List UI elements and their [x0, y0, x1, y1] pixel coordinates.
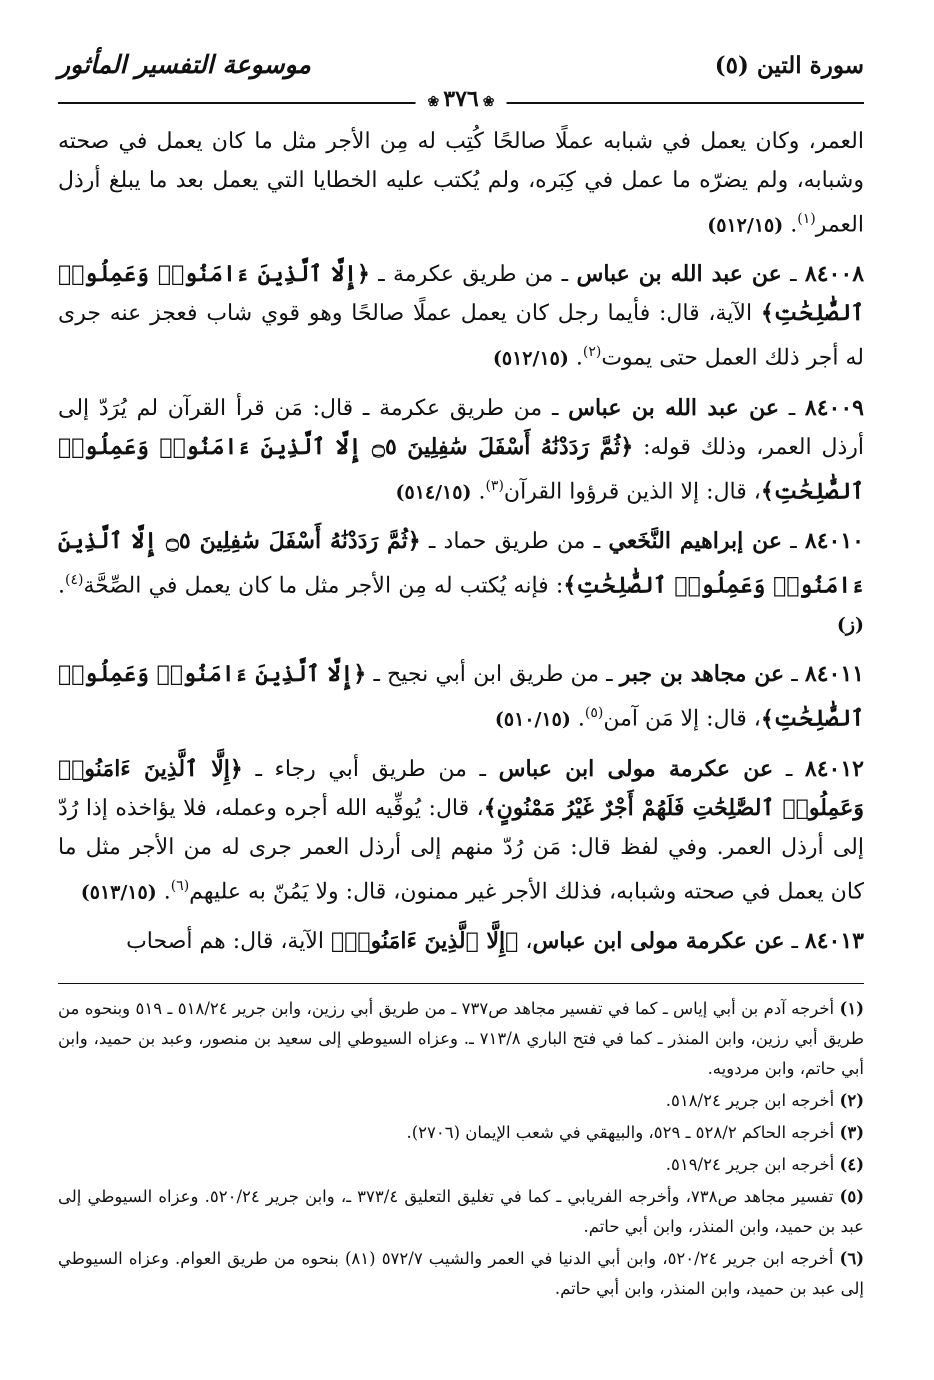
reference: (٥١٢/١٥) [492, 347, 569, 370]
footnote-number: (٣) [839, 1122, 864, 1142]
entry-84008: ٨٤٠٠٨ ـ عن عبد الله بن عباس ـ من طريق عكرمة ـ ﴿ إِلَّا ٱلَّذِينَ ءَامَنُوا۟ وَعَمِلُوا۟ ٱلصَّٰلِحَٰتِ ﴾ الآية، قال: فأيما رجل كان يعمل عملًا صالحًا وهو قوي شاب فعجز عنه جرى له أجر ذلك العمل حتى يموت$^{(٢)}$. (٥١٢/١٥) [58, 255, 864, 378]
reference: (ز) [836, 614, 864, 637]
footnote-text: تفسير مجاهد ص٧٣٨، وأخرجه الفريابي ـ كما في تغليق التعليق ٣٧٣/٤ ـ، وابن جرير ٥٢٠/٢٤. وعزاه السيوطي إلى عبد بن حميد، وابن المنذر، وابن أبي حاتم. [58, 1186, 864, 1236]
footnote-4 [58, 1150, 864, 1180]
footnote-1 [58, 994, 864, 1084]
quran-verse: ﴿ ثُمَّ رَدَدْنَٰهُ أَسْفَلَ سَٰفِلِينَ ۝٥ إِلَّا ٱلَّذِينَ ءَامَنُوا۟ وَعَمِلُوا۟ ٱلصَّٰلِحَٰتِ ﴾ [58, 528, 864, 598]
narrator: عن عبد الله بن عباس [576, 261, 782, 288]
footnote-number: (٢) [839, 1090, 864, 1110]
entry-number: ٨٤٠١٠ [804, 527, 864, 554]
chain: ـ من طريق عكرمة ـ [369, 262, 577, 288]
footnote-6 [58, 1244, 864, 1304]
quran-verse: ﴿ إِلَّا ٱلَّذِينَ ءَامَنُوا۟ وَعَمِلُوا۟ ٱلصَّٰلِحَٰتِ ﴾ [58, 261, 864, 326]
footnote-text: أخرجه الحاكم ٥٢٨/٢ ـ ٥٢٩، والبيهقي في شعب الإيمان (٢٧٠٦). [406, 1122, 835, 1142]
chain: ، [518, 928, 533, 954]
narrator: عن عكرمة مولى ابن عباس [498, 755, 774, 782]
narrator: عن إبراهيم النَّخَعي [608, 527, 782, 554]
chain: ـ من طريق أبي رجاء ـ [242, 756, 499, 782]
quran-verse: ﴿ إِلَّا ٱلَّذِينَ ءَامَنُوا۟ وَعَمِلُوا۟ ٱلصَّٰلِحَٰتِ فَلَهُمْ أَجْرٌ غَيْرُ مَمْنُونٍ ﴾ [58, 756, 864, 821]
entry-84013: ٨٤٠١٣ ـ عن عكرمة مولى ابن عباس، ﴿ إِلَّا ٱلَّذِينَ ءَامَنُوا۟ ﴾ الآية، قال: هم أصحاب [58, 922, 864, 961]
entry-number: ٨٤٠١٢ [804, 755, 864, 782]
footnote-number: (٦) [839, 1248, 865, 1268]
footnote-marker: (٢) [582, 344, 602, 361]
entry-84012: ٨٤٠١٢ ـ عن عكرمة مولى ابن عباس ـ من طريق أبي رجاء ـ ﴿ إِلَّا ٱلَّذِينَ ءَامَنُوا۟ وَعَمِلُوا۟ ٱلصَّٰلِحَٰتِ فَلَهُمْ أَجْرٌ غَيْرُ مَمْنُونٍ ﴾، قال: يُوفِّيه الله أجره وعمله، فلا يؤاخذه إذا رُدّ إلى أرذل العمر. وفي لفظ قال: مَن رُدّ منهم إلى أرذل العمر جرى له من الأجر مثل ما كان يعمل في صحته وشبابه، فذلك الأجر غير ممنون، قال: ولا يَمُنّ به عليهم$^{(٦)}$. (٥١٣/١٥) [58, 750, 864, 912]
chain: ـ من طريق عكرمة ـ قال: مَن قرأ القرآن لم يُرَدّ إلى أرذل العمر، وذلك قوله: [58, 395, 865, 460]
main-text [58, 122, 864, 961]
intro-paragraph: العمر، وكان يعمل في شبابه عملًا صالحًا كُتِب له مِن الأجر مثل ما كان يعمل في صحته وشبابه، ولم يضرّه ما عمل في كِبَره، ولم يُكتب عليه الخطايا التي يعمل بعد ما يبلغ أرذل العمر$^{(١)}$. (٥١٢/١٥) [58, 129, 864, 238]
reference: (٥١٣/١٥) [80, 880, 157, 903]
footnote-3 [58, 1118, 864, 1148]
footnote-marker: (١) [797, 211, 816, 227]
quran-verse: ﴿ إِلَّا ٱلَّذِينَ ءَامَنُوا۟ ﴾ [331, 928, 518, 954]
entry-text: ، قال: يُوفِّيه الله أجره وعمله، فلا يؤاخذه إذا رُدّ إلى أرذل العمر. وفي لفظ قال: مَن رُدّ منهم إلى أرذل العمر جرى له من الأجر مثل ما كان يعمل في صحته وشبابه، فذلك الأجر غير ممنون، قال: ولا يَمُنّ به عليهم [58, 795, 864, 904]
footnote-text: أخرجه آدم بن أبي إياس ـ كما في تفسير مجاهد ص٧٣٧ ـ من طريق أبي رزين، وابن جرير ٥١٨/٢٤ ـ ٥١٩ وبنحوه من طريق أبي رزين، وابن المنذر ـ كما في فتح الباري ٧١٣/٨ ـ. وعزاه السيوطي إلى سعيد بن منصور، وعبد بن حميد، وابن أبي حاتم، وابن مردويه. [58, 998, 864, 1078]
intro-text: العمر، وكان يعمل في شبابه عملًا صالحًا كُتِب له مِن الأجر مثل ما كان يعمل في صحته وشبابه، ولم يضرّه ما عمل في كِبَره، ولم يُكتب عليه الخطايا التي يعمل بعد ما يبلغ أرذل العمر [58, 129, 864, 238]
page [58, 40, 864, 1340]
entry-84009: ٨٤٠٠٩ ـ عن عبد الله بن عباس ـ من طريق عكرمة ـ قال: مَن قرأ القرآن لم يُرَدّ إلى أرذل العمر، وذلك قوله: ﴿ ثُمَّ رَدَدْنَٰهُ أَسْفَلَ سَٰفِلِينَ ۝٥ إِلَّا ٱلَّذِينَ ءَامَنُوا۟ وَعَمِلُوا۟ ٱلصَّٰلِحَٰتِ ﴾، قال: إلا الذين قرؤوا القرآن$^{(٣)}$. (٥١٤/١٥) [58, 389, 864, 512]
quran-verse: ﴿ إِلَّا ٱلَّذِينَ ءَامَنُوا۟ وَعَمِلُوا۟ ٱلصَّٰلِحَٰتِ ﴾ [58, 661, 864, 731]
footnote-marker: (٦) [170, 877, 190, 894]
entry-number: ٨٤٠٠٩ [804, 394, 864, 421]
footnote-5 [58, 1182, 864, 1242]
entry-84011: ٨٤٠١١ ـ عن مجاهد بن جبر ـ من طريق ابن أبي نجيح ـ ﴿ إِلَّا ٱلَّذِينَ ءَامَنُوا۟ وَعَمِلُوا۟ ٱلصَّٰلِحَٰتِ ﴾، قال: إلا مَن آمن$^{(٥)}$. (٥١٠/١٥) [58, 655, 864, 739]
footnote-text: أخرجه ابن جرير ٥٢٠/٢٤، وابن أبي الدنيا في العمر والشيب ٥٧٢/٧ (٨١) بنحوه من طريق العوام. وعزاه السيوطي إلى عبد بن حميد، وابن المنذر، وابن أبي حاتم. [58, 1248, 864, 1298]
entry-text: الآية، قال: هم أصحاب [126, 928, 331, 954]
narrator: عن مجاهد بن جبر [619, 661, 785, 688]
quran-verse: ﴿ ثُمَّ رَدَدْنَٰهُ أَسْفَلَ سَٰفِلِينَ ۝٥ إِلَّا ٱلَّذِينَ ءَامَنُوا۟ وَعَمِلُوا۟ ٱلصَّٰلِحَٰتِ ﴾ [58, 434, 864, 504]
book-title: موسوعة التفسير المأثور [58, 50, 311, 79]
footnote-text: أخرجه ابن جرير ٥١٨/٢٤. [665, 1090, 835, 1110]
entry-text: ، قال: إلا الذين قرؤوا القرآن [503, 478, 761, 504]
entry-number: ٨٤٠١١ [804, 661, 864, 688]
footnote-marker: (٤) [65, 571, 84, 588]
entry-text: : فإنه يُكتب له مِن الأجر مثل ما كان يعمل في الصِّحَّة [83, 573, 564, 599]
narrator: عن عبد الله بن عباس [568, 394, 779, 421]
chain: ـ من طريق ابن أبي نجيح ـ [366, 662, 620, 688]
footnote-number: (٤) [839, 1154, 864, 1174]
chain: ـ من طريق حماد ـ [420, 528, 609, 554]
reference: (٥١٤/١٥) [395, 480, 472, 503]
footnotes [58, 984, 864, 1304]
footnote-marker: (٣) [485, 477, 504, 494]
footnote-2 [58, 1086, 864, 1116]
entry-text: ، قال: إلا مَن آمن [603, 706, 761, 732]
page-number: ❀ ٣٧٦ ❀ [416, 86, 507, 112]
reference: (٥١٢/١٥) [707, 214, 784, 237]
footnote-number: (٥) [839, 1186, 864, 1206]
surah-label: سورة التين (٥) [714, 52, 864, 79]
footnote-number: (١) [839, 998, 865, 1018]
footnote-text: أخرجه ابن جرير ٥١٩/٢٤. [665, 1154, 835, 1174]
entry-84010: ٨٤٠١٠ ـ عن إبراهيم النَّخَعي ـ من طريق حماد ـ ﴿ ثُمَّ رَدَدْنَٰهُ أَسْفَلَ سَٰفِلِينَ ۝٥ إِلَّا ٱلَّذِينَ ءَامَنُوا۟ وَعَمِلُوا۟ ٱلصَّٰلِحَٰتِ ﴾: فإنه يُكتب له مِن الأجر مثل ما كان يعمل في الصِّحَّة$^{(٤)}$. (ز) [58, 522, 864, 645]
reference: (٥١٠/١٥) [494, 708, 571, 731]
narrator: عن عكرمة مولى ابن عباس [532, 927, 785, 954]
entry-number: ٨٤٠٠٨ [804, 261, 865, 288]
page-header [58, 40, 864, 112]
entry-text: الآية، قال: فأيما رجل كان يعمل عملًا صالحًا وهو قوي شاب فعجز عنه جرى له أجر ذلك العمل حتى يموت [58, 301, 864, 371]
entry-number: ٨٤٠١٣ [804, 927, 864, 954]
footnote-marker: (٥) [584, 705, 604, 722]
